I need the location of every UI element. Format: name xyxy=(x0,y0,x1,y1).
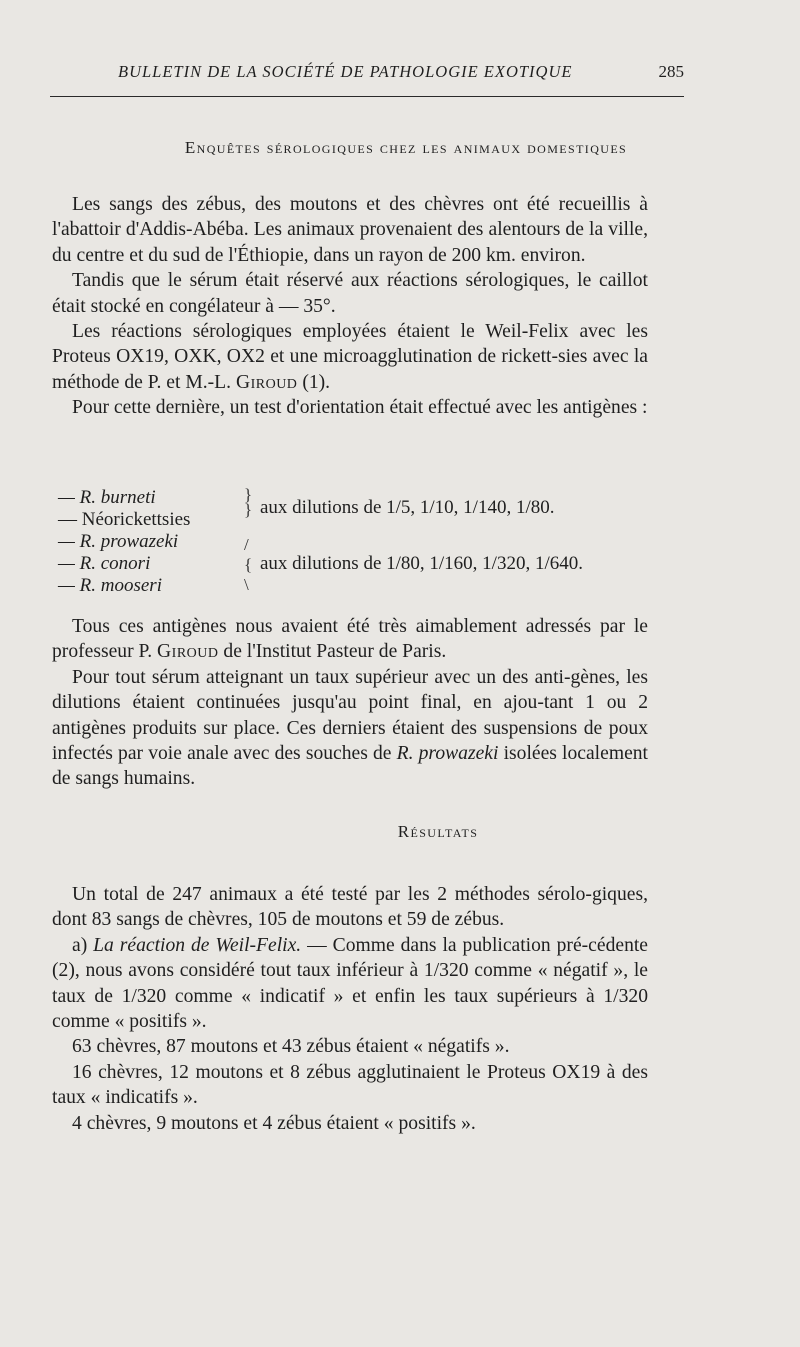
antigen-group-2 xyxy=(58,531,658,597)
author-name: Giroud xyxy=(235,371,298,393)
dilution-text: aux dilutions de 1/5, 1/10, 1/140, 1/80. xyxy=(260,497,555,518)
paragraph-indicatifs: 16 chèvres, 12 moutons et 8 zébus agglutinaient le Proteus OX19 à des taux « indicatifs ». xyxy=(52,1061,648,1109)
section1-continued xyxy=(52,614,648,792)
brace-icon: / { \ xyxy=(244,535,253,594)
author-name: Giroud xyxy=(157,641,219,663)
brace-icon: } } xyxy=(244,485,253,519)
antigen-item: — R. prowazeki xyxy=(58,531,179,552)
antigen-list xyxy=(58,487,658,597)
antigen-item: — Néorickettsies xyxy=(58,509,191,530)
section-heading-enquetes: Enquêtes sérologiques chez les animaux domestiques xyxy=(184,138,628,157)
antigen-group-1 xyxy=(58,487,658,531)
paragraph-reactions: Les réactions sérologiques employées étaient le Weil-Felix avec les Proteus OX19, OXK, OX2 et une microagglutination de rickett-sies avec la méthode de P. et M.-L. Giroud (1). xyxy=(52,321,648,393)
paragraph-weil-felix: a) La réaction de Weil-Felix. — Comme dans la publication pré-cédente (2), nous avons considéré tout taux inférieur à 1/320 comme « négatif », le taux de 1/320 comme « indicatif » et enfin les taux supérieurs à 1/320 comme « positifs ». xyxy=(52,934,649,1033)
section1-body xyxy=(52,192,648,421)
paragraph-acknowledgement: Tous ces antigènes nous avaient été très aimablement adressés par le professeur P. Giroud de l'Institut Pasteur de Paris. xyxy=(52,616,648,663)
antigen-item: — R. burneti xyxy=(58,487,156,508)
paragraph-positifs: 4 chèvres, 9 moutons et 4 zébus étaient « positifs ». xyxy=(72,1112,476,1134)
paragraph-method: Pour tout sérum atteignant un taux supérieur avec un des anti-gènes, les dilutions étaient continuées jusqu'au point final, en ajou-tant 1 ou 2 antigènes produits sur place. Ces derniers étaient des suspensions de poux infectés par voie anale avec des souches de R. prowazeki isolées localement de sangs humains. xyxy=(52,666,649,790)
paragraph-negatifs: 63 chèvres, 87 moutons et 43 zébus étaient « négatifs ». xyxy=(72,1036,510,1058)
paragraph-total: Un total de 247 animaux a été testé par les 2 méthodes sérolo-giques, dont 83 sangs de chèvres, 105 de moutons et 59 de zébus. xyxy=(52,884,648,931)
dilution-text: aux dilutions de 1/80, 1/160, 1/320, 1/640. xyxy=(260,553,583,574)
section-heading-resultats: Résultats xyxy=(397,822,479,841)
page-number: 285 xyxy=(658,62,684,81)
antigen-item: — R. conori xyxy=(58,553,151,574)
journal-title: BULLETIN DE LA SOCIÉTÉ DE PATHOLOGIE EXOTIQUE xyxy=(118,62,573,81)
running-header xyxy=(50,60,684,97)
paragraph-sampling: Les sangs des zébus, des moutons et des chèvres ont été recueillis à l'abattoir d'Addis-Abéba. Les animaux provenaient des alentours de la ville, du centre et du sud de l'Éthiopie, dans un rayon de 200 km. environ. xyxy=(52,194,648,266)
antigen-item: — R. mooseri xyxy=(58,575,162,596)
paragraph-serum: Tandis que le sérum était réservé aux réactions sérologiques, le caillot était stocké en congélateur à — 35°. xyxy=(52,270,648,317)
section2-body xyxy=(52,882,648,1136)
paragraph-orientation: Pour cette dernière, un test d'orientation était effectué avec les antigènes : xyxy=(72,397,648,419)
